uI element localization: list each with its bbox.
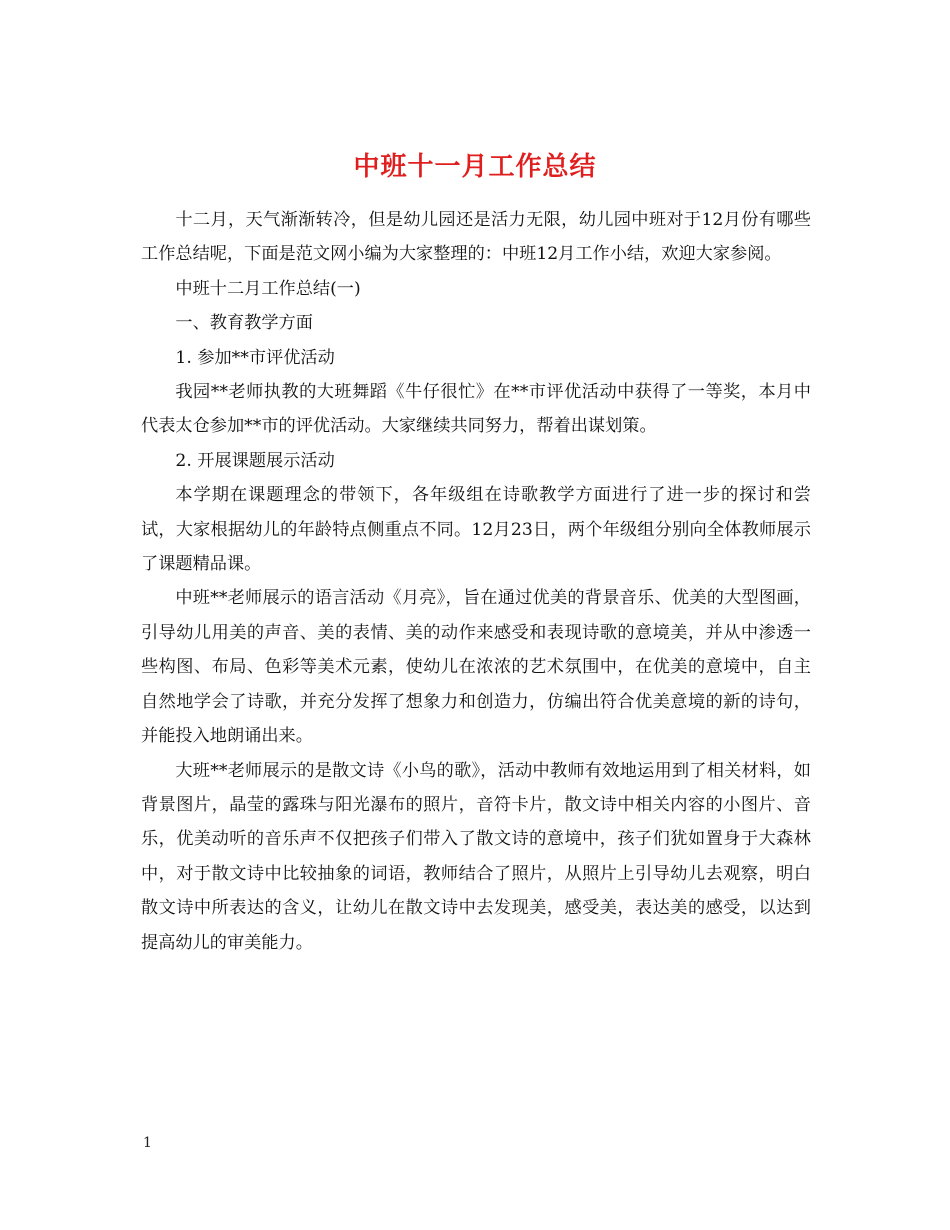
page-number: 1 [143, 1135, 152, 1151]
item-heading: 2. 开展课题展示活动 [175, 450, 335, 471]
body-paragraph: 本学期在课题理念的带领下，各年级组在诗歌教学方面进行了进一步的探讨和尝试，大家根据幼儿的年龄特点侧重点不同。12月23日，两个年级组分别向全体教师展示了课题精品课。 [141, 485, 811, 575]
document-body [141, 203, 811, 960]
subsection-heading: 一、教育教学方面 [175, 313, 313, 334]
section-heading: 中班十二月工作总结(一) [175, 278, 361, 299]
document-title: 中班十一月工作总结 [353, 152, 597, 183]
item-heading: 1. 参加**市评优活动 [175, 347, 335, 368]
body-paragraph: 大班**老师展示的是散文诗《小鸟的歌》，活动中教师有效地运用到了相关材料，如背景图片，晶莹的露珠与阳光瀑布的照片，音符卡片，散文诗中相关内容的小图片、音乐，优美动听的音乐声不仅把孩子们带入了散文诗的意境中，孩子们犹如置身于大森林中，对于散文诗中比较抽象的词语，教师结合了照片，从照片上引导幼儿去观察，明白散文诗中所表达的含义，让幼儿在散文诗中去发现美，感受美，表达美的感受，以达到提高幼儿的审美能力。 [141, 760, 811, 953]
body-paragraph: 中班**老师展示的语言活动《月亮》，旨在通过优美的背景音乐、优美的大型图画，引导幼儿用美的声音、美的表情、美的动作来感受和表现诗歌的意境美，并从中渗透一些构图、布局、色彩等美术元素，使幼儿在浓浓的艺术氛围中，在优美的意境中，自主自然地学会了诗歌，并充分发挥了想象力和创造力，仿编出符合优美意境的新的诗句，并能投入地朗诵出来。 [141, 588, 811, 747]
body-paragraph: 我园**老师执教的大班舞蹈《牛仔很忙》在**市评优活动中获得了一等奖，本月中代表太仓参加**市的评优活动。大家继续共同努力，帮着出谋划策。 [141, 382, 811, 437]
intro-paragraph: 十二月，天气渐渐转冷，但是幼儿园还是活力无限，幼儿园中班对于12月份有哪些工作总结呢，下面是范文网小编为大家整理的：中班12月工作小结，欢迎大家参阅。 [141, 210, 811, 265]
